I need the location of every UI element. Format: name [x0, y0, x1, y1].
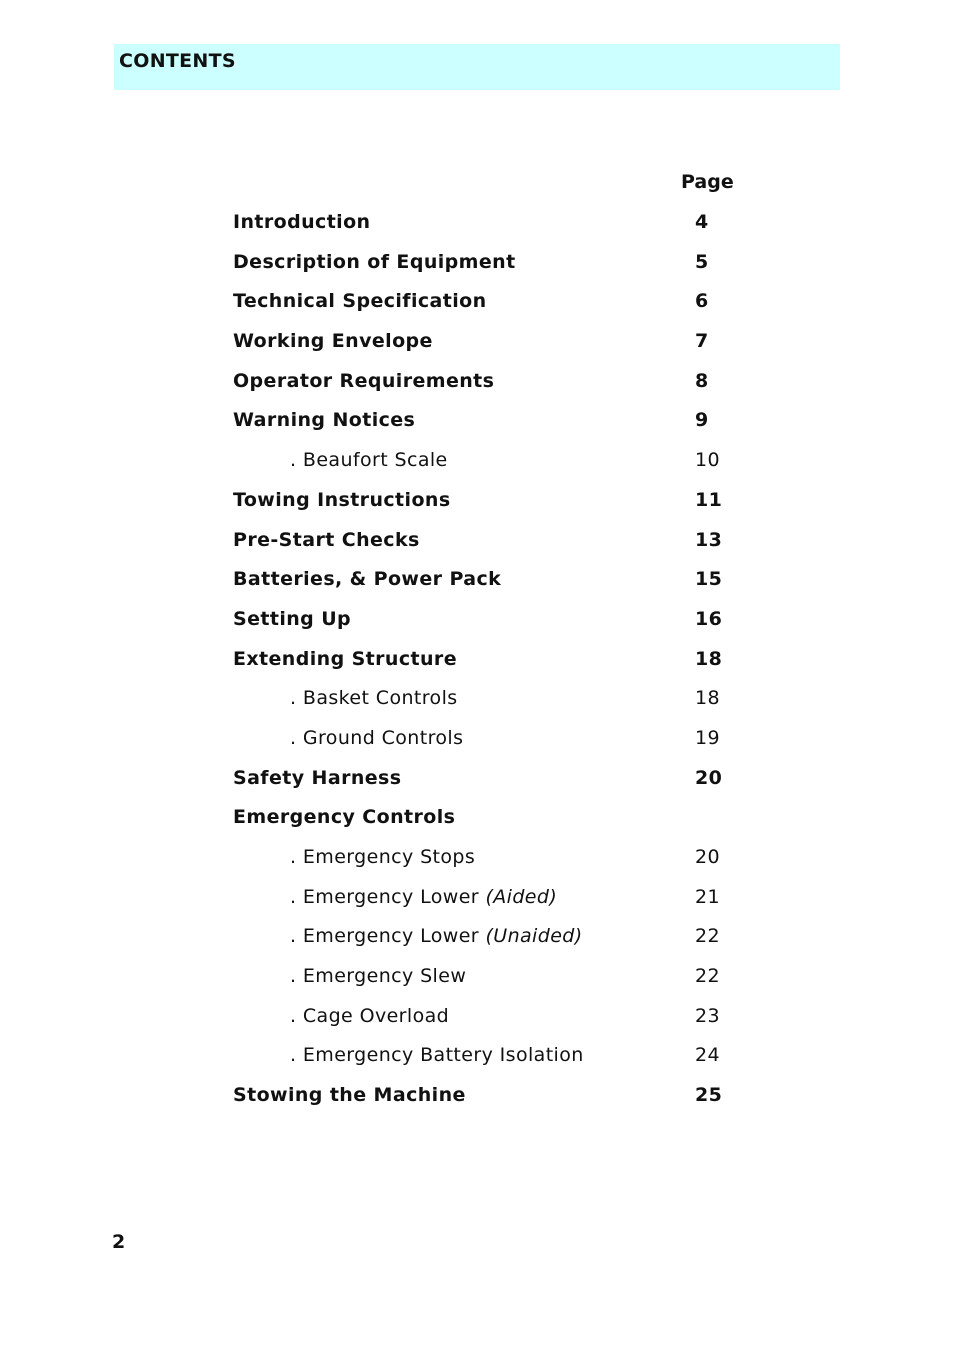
toc-entry-title-text: Operator Requirements: [233, 369, 495, 392]
toc-entry-bullet: .: [290, 925, 303, 948]
toc-entry-title-text: Basket Controls: [302, 687, 458, 710]
toc-entry-title-text: Emergency Slew: [302, 965, 467, 988]
toc-entry-page: 5: [695, 250, 709, 273]
toc-entry-title: [233, 805, 455, 829]
toc-entry-title: [233, 289, 487, 313]
toc-entry-title: [233, 528, 420, 552]
toc-entry: [233, 488, 753, 528]
toc-entry: [233, 289, 753, 329]
toc-entry-page: 19: [695, 726, 720, 749]
toc-entries: [233, 210, 753, 1123]
contents-header-bar: [114, 44, 840, 90]
toc-entry: [233, 845, 753, 885]
toc-entry: [233, 329, 753, 369]
toc-entry-title-text: Pre-Start Checks: [233, 528, 420, 551]
toc-entry-title: [290, 885, 557, 909]
toc-entry: [233, 1043, 753, 1083]
toc-entry-title: [233, 408, 415, 432]
toc-entry-page: 11: [695, 488, 723, 511]
page-title: CONTENTS: [119, 50, 236, 72]
page-column-label: Page: [681, 171, 734, 193]
toc-entry: [233, 528, 753, 568]
toc-entry-title: [233, 329, 433, 353]
toc-entry: [233, 686, 753, 726]
toc-entry-title-text: Beaufort Scale: [302, 449, 448, 472]
toc-entry-title: [290, 845, 475, 869]
toc-entry-title-text: Introduction: [233, 211, 371, 233]
toc-entry-page: 23: [695, 1004, 720, 1027]
toc-entry-title: [233, 1083, 466, 1107]
toc-entry-title: [233, 210, 370, 234]
toc-entry-page: 22: [695, 965, 720, 988]
toc-entry-title-text: Warning Notices: [233, 409, 416, 432]
toc-entry-page: 9: [695, 409, 709, 432]
toc-entry-page: 25: [695, 1084, 723, 1107]
toc-entry-title: [290, 964, 466, 988]
toc-entry-page: 8: [695, 369, 709, 392]
toc-entry-title: [233, 766, 401, 790]
toc-entry-title: [233, 647, 457, 671]
toc-entry: [233, 1004, 753, 1044]
toc-entry-title: [290, 686, 458, 710]
toc-entry-title-text: Extending Structure: [233, 647, 457, 670]
toc-entry-title: [290, 1043, 584, 1067]
toc-entry-title-text: Technical Specification: [233, 290, 487, 313]
toc-entry-title-text: Description of Equipment: [233, 250, 516, 273]
toc-entry-page: 18: [695, 647, 723, 670]
toc-entry-bullet: .: [290, 687, 303, 710]
toc-entry-title-text: Working Envelope: [233, 330, 433, 353]
toc-entry-title-text: Batteries, & Power Pack: [233, 568, 502, 591]
toc-entry: [233, 250, 753, 290]
toc-entry: [233, 448, 753, 488]
toc-entry: [233, 647, 753, 687]
toc-entry-title: [290, 1004, 449, 1028]
toc-entry: [233, 924, 753, 964]
toc-entry-title: [290, 448, 448, 472]
toc-entry-bullet: .: [290, 449, 303, 472]
toc-entry-page: 7: [695, 330, 709, 353]
toc-entry-bullet: .: [290, 726, 303, 749]
toc-entry-page: 24: [695, 1044, 720, 1067]
toc-entry-title: [233, 567, 501, 591]
toc-entry: [233, 369, 753, 409]
toc-entry: [233, 885, 753, 925]
toc-entry: [233, 964, 753, 1004]
toc-entry: [233, 766, 753, 806]
toc-entry-title: [290, 924, 583, 948]
toc-entry-bullet: .: [290, 1044, 303, 1067]
toc-entry: [233, 408, 753, 448]
toc-entry: [233, 607, 753, 647]
toc-entry-page: 6: [695, 290, 709, 313]
toc-entry-title-text: Ground Controls: [302, 726, 464, 749]
toc-entry-title: [233, 607, 351, 631]
toc-entry-bullet: .: [290, 846, 303, 868]
toc-entry-page: 15: [695, 568, 723, 591]
toc-entry: [233, 805, 753, 845]
toc-entry-title-text: Towing Instructions: [233, 488, 451, 511]
toc-entry-title: [233, 488, 451, 512]
toc-entry-page: 18: [695, 687, 720, 710]
toc-entry-bullet: .: [290, 965, 303, 988]
toc-entry-page: 20: [695, 846, 720, 868]
toc-entry: [233, 567, 753, 607]
toc-entry-title-text: Cage Overload: [302, 1004, 450, 1027]
toc-entry-title-text: Emergency Stops: [302, 846, 476, 868]
toc-entry: [233, 726, 753, 766]
toc-entry-bullet: .: [290, 885, 303, 908]
toc-entry-page: 21: [695, 885, 720, 908]
toc-entry-bullet: .: [290, 1004, 303, 1027]
toc-entry-page: 20: [695, 766, 723, 789]
toc-entry-title-text: Safety Harness: [233, 766, 402, 789]
toc-entry-title-text: Emergency Battery Isolation: [302, 1044, 584, 1067]
toc-entry-page: 22: [695, 925, 720, 948]
toc-entry-title: [290, 726, 463, 750]
toc-entry-emphasis: (Unaided): [485, 925, 583, 948]
toc-entry-title-text: Emergency Controls: [233, 806, 456, 829]
table-of-contents: [233, 170, 753, 1123]
toc-entry-emphasis: (Aided): [485, 885, 558, 908]
toc-entry: [233, 1083, 753, 1123]
toc-entry-page: 4: [695, 211, 709, 233]
toc-entry-title: [233, 250, 516, 274]
toc-column-header: [233, 170, 753, 194]
page-number: 2: [112, 1231, 126, 1253]
toc-entry-page: 13: [695, 528, 723, 551]
toc-entry-page: 10: [695, 449, 720, 472]
toc-entry-page: 16: [695, 607, 723, 630]
toc-entry-title-text: Emergency Lower: [302, 925, 486, 948]
toc-entry-title-text: Setting Up: [233, 607, 352, 630]
toc-entry: [233, 210, 753, 250]
toc-entry-title: [233, 369, 494, 393]
toc-entry-title-text: Stowing the Machine: [233, 1084, 466, 1107]
toc-entry-title-text: Emergency Lower: [302, 885, 486, 908]
